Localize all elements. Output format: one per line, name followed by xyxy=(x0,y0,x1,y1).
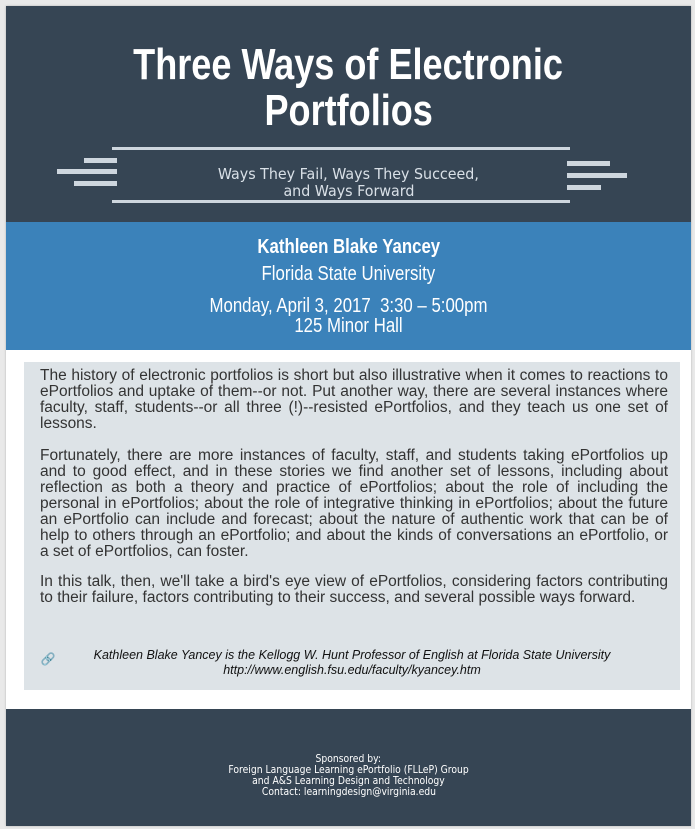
header-section xyxy=(6,6,691,222)
speaker-affiliation-text: Florida State University xyxy=(261,263,436,285)
sponsor-line-2: and A&S Learning Design and Technology xyxy=(252,775,445,787)
title-line-1: Three Ways of Electronic xyxy=(133,40,564,89)
abstract-paragraph-2: Fortunately, there are more instances of faculty, staff, and students taking ePortfolios up and to good effect, and in these stories we find another set of lessons, including about reflection as both a theory and practice of ePortfolios; about the role of including the personal in ePortfolios; about the role of integrative thinking in ePortfolios; about the future an ePortfolio can include and forecast; about the nature of authentic work that can be of help to others through an ePortfolio; and about the kinds of conversations an ePortfolio, or a set of ePortfolios, can foster. xyxy=(40,447,668,560)
link-icon: 🔗 xyxy=(40,652,56,666)
decorative-bar-left-1 xyxy=(84,158,117,163)
subtitle-line-2: and Ways Forward xyxy=(283,182,414,200)
bio-line: Kathleen Blake Yancey is the Kellogg W. Hunt Professor of English at Florida State University xyxy=(93,648,611,662)
event-location xyxy=(6,315,691,337)
event-info-band xyxy=(6,222,691,350)
decorative-bottom-line xyxy=(112,200,570,203)
speaker-bio xyxy=(24,648,680,678)
abstract-paragraph-1: The history of electronic portfolios is short but also illustrative when it comes to reactions to ePortfolios and uptake of them--or not. Put another way, there are several instances where faculty, staff, students--or all three (!)--resisted ePortfolios, and they teach us one set of lessons. xyxy=(40,367,668,432)
title-line-2: Portfolios xyxy=(264,86,433,135)
speaker-name-text: Kathleen Blake Yancey xyxy=(257,236,440,258)
sponsored-by-label: Sponsored by: xyxy=(315,753,382,765)
subtitle xyxy=(6,166,691,200)
decorative-top-line xyxy=(112,147,570,150)
speaker-name xyxy=(6,235,691,259)
event-location-text: 125 Minor Hall xyxy=(294,315,403,337)
subtitle-line-1: Ways They Fail, Ways They Succeed, xyxy=(218,165,479,183)
contact-line[interactable]: Contact: learningdesign@virginia.edu xyxy=(261,786,436,798)
abstract-paragraph-3: In this talk, then, we'll take a bird's eye view of ePortfolios, considering factors contributing to their failure, factors contributing to their success, and several possible ways forward. xyxy=(40,573,668,606)
abstract-box xyxy=(24,362,680,690)
sponsor-line-1: Foreign Language Learning ePortfolio (FLLeP) Group xyxy=(228,764,469,776)
event-datetime-text: Monday, April 3, 2017 3:30 – 5:00pm xyxy=(209,295,488,317)
speaker-affiliation xyxy=(6,262,691,286)
sponsor-info xyxy=(6,754,691,798)
bio-url-link[interactable]: http://www.english.fsu.edu/faculty/kyancey.htm xyxy=(223,663,481,677)
footer-section xyxy=(6,709,691,826)
flyer-page xyxy=(6,6,691,826)
event-datetime xyxy=(6,295,691,317)
page-title xyxy=(6,42,691,134)
